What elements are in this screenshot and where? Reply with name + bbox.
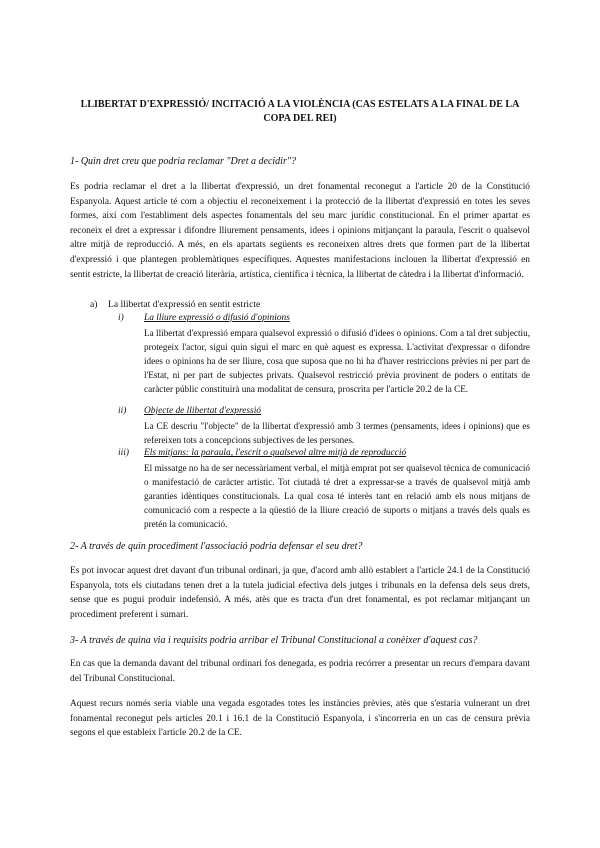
answer-1-paragraph: Es podria reclamar el dret a la llibertat d'expressió, un dret fonamental reconegut a l'article 20 de la Constitució Espanyola. Aquest article té com a objectiu el reconeixement i la protecció de la llibertat d'expressió en totes les seves formes, així com l'establiment dels aspectes fonamentals del seu marc jurídic constitucional. En el primer apartat es reconeix el dret a expressar i difondre lliurement pensaments, idees i opinions mitjançant la paraula, l'escrit o qualsevol altre mitjà de reproducció. A més, en els apartats següents es reconeixen altres drets que formen part de la llibertat d'expressió i que plantegen problemàtiques específiques. Aquestes manifestacions inclouen la llibertat d'expressió en sentit estricte, la llibertat de creació literària, artística, científica i tècnica, la llibertat de càtedra i la llibertat d'informació. [70,182,530,280]
question-2: 2- A través de quin procediment l'associació podria defensar el seu dret? [70,541,363,552]
subitem-heading-iii [118,447,538,460]
subitem-text-ii: La CE descriu "l'objecte" de la llibertat d'expressió amb 3 termes (pensaments, idees i opinions) que es refereixen tots a concepcions subjectives de les persones. [144,421,530,445]
subitem-text-i: La llibertat d'expressió empara qualsevol expressió o difusió d'idees o opinions. Com a tal dret subjectiu, protegeix l'actor, sigui quin sigui el marc en què aquest es expressa. L'activitat d'expressar o difondre idees o opinions ha de ser lliure, cosa que suposa que no hi ha d'haver restriccions prèvies ni per part de l'Estat, ni per part de subjectes privats. Qualsevol restricció prèvia provinent de poders o entitats de caràcter públic constituirà una modalitat de censura, proscrita per l'article 20.2 de la CE. [144,328,530,394]
document-title: LLIBERTAT D'EXPRESSIÓ/ INCITACIÓ A LA VIOLÈNCIA (CAS ESTELATS A LA FINAL DE LA COPA DEL REI) [80,99,520,124]
list-item-a-label: La llibertat d'expressió en sentit estricte [108,299,261,310]
subitem-label-i: La lliure expressió o difusió d'opinions [144,313,290,323]
subitem-marker-iii: iii) [118,448,129,458]
subitem-marker-ii: ii) [118,406,127,416]
answer-3-paragraph-2: Aquest recurs només seria viable una vegada esgotades totes les instàncies prèvies, atès que s'estaria vulnerant un dret fonamental reconegut pels articles 20.1 i 16.1 de la Constitució Espanyola, i s'incorreria en un cas de censura prèvia segons el que estableix l'article 20.2 de la CE. [70,699,530,739]
subitem-label-ii: Objecte de llibertat d'expressió [144,406,261,416]
subitem-heading-i [118,312,538,325]
answer-2-paragraph: Es pot invocar aquest dret davant d'un tribunal ordinari, ja que, d'acord amb allò establert a l'article 24.1 de la Constitució Espanyola, tots els ciutadans tenen dret a la tutela judicial efectiva dels jutges i tribunals en la defensa dels seus drets, sense que es pugui produir indefensió. A més, atès que es tracta d'un dret fonamental, es pot reclamar mitjançant un procediment preferent i sumari. [70,566,530,620]
list-item-a [90,298,260,311]
answer-3-paragraph: En cas que la demanda davant del tribunal ordinari fos denegada, es podria recórrer a presentar un recurs d'empara davant del Tribunal Constitucional. [70,659,530,684]
question-1: 1- Quin dret creu que podria reclamar "Dret a decidir"? [70,156,297,167]
list-marker-a: a) [90,299,98,310]
subitem-marker-i: i) [118,313,124,323]
subitem-label-iii: Els mitjans: la paraula, l'escrit o qualsevol altre mitjà de reproducció [144,448,407,458]
subitem-heading-ii [118,405,538,418]
question-3: 3- A través de quina via i requisits podria arribar el Tribunal Constitucional a conèixer d'aquest cas? [70,635,478,646]
subitem-text-iii: El missatge no ha de ser necessàriament verbal, el mitjà emprat pot ser qualsevol tècnica de comunicació o manifestació de caràcter artístic. Tot ciutadà té dret a expressar-se a través de qualsevol mitjà amb garanties idèntiques constitucionals. La qual cosa té interès tant en relació amb els nous mitjans de comunicació com a respecte a la qüestió de la lliure creació de suports o mitjans a través dels quals es pretén la comunicació. [144,463,530,529]
